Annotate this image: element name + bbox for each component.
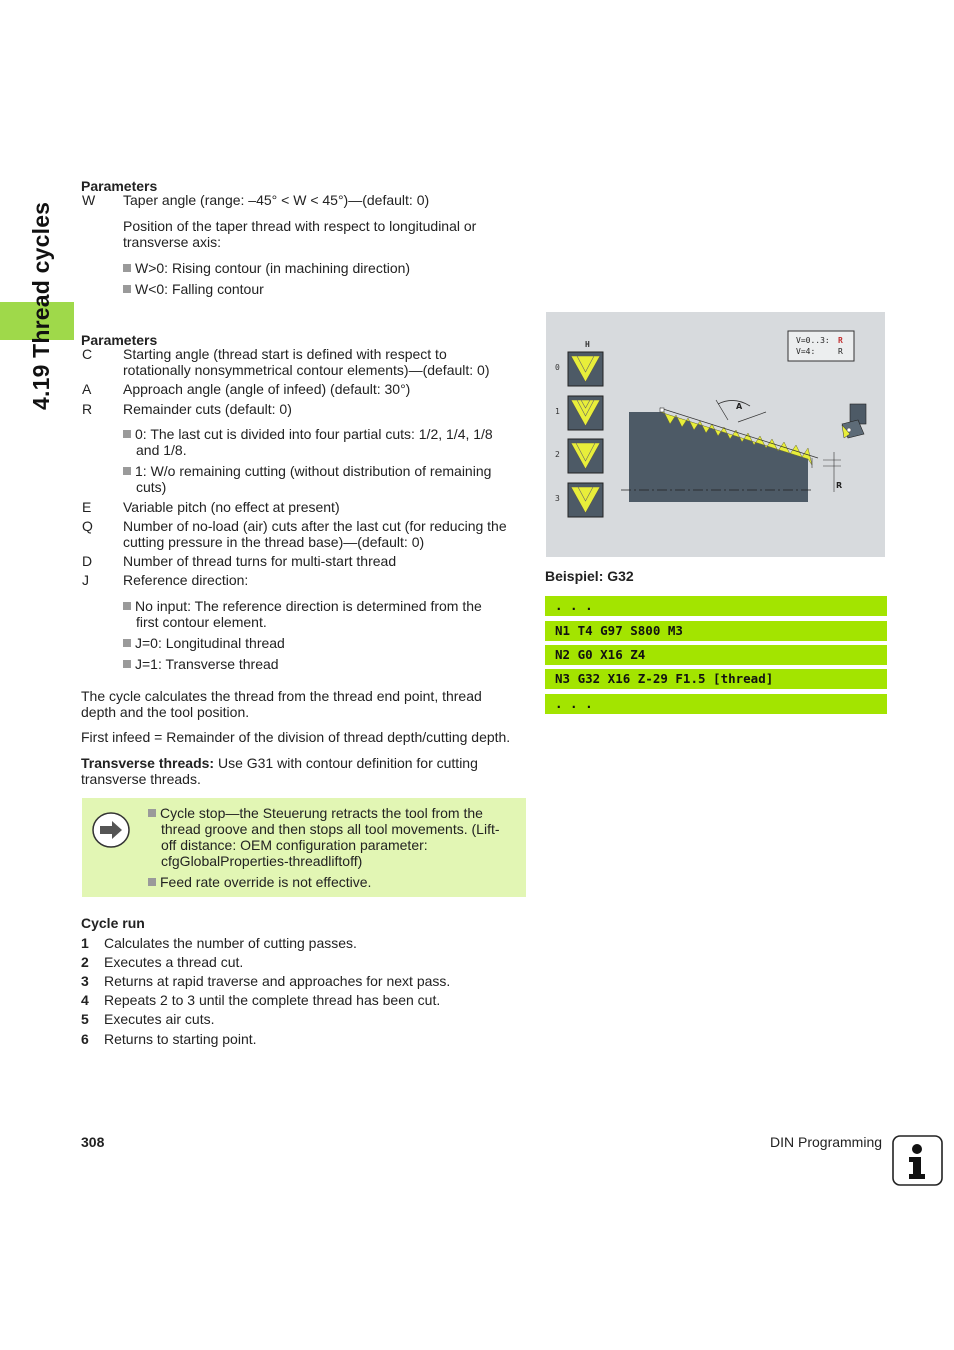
threading-tool-icon bbox=[842, 404, 866, 438]
param-text-e: Variable pitch (no effect at present) bbox=[123, 499, 340, 515]
bullet-j-none: No input: The reference direction is determined from the bbox=[123, 598, 482, 614]
step-text-1: Calculates the number of cutting passes. bbox=[104, 935, 357, 951]
workpiece-body bbox=[629, 412, 808, 502]
param-key-j: J bbox=[82, 572, 89, 588]
code-line-2: N1 T4 G97 S800 M3 bbox=[545, 621, 887, 641]
bullet-square-icon bbox=[123, 639, 131, 647]
bullet-square-icon bbox=[148, 809, 156, 817]
param-key-w: W bbox=[82, 192, 96, 208]
body-para-1-line1: The cycle calculates the thread from the thread end point, thread bbox=[81, 688, 482, 704]
bullet-j-1: J=1: Transverse thread bbox=[123, 656, 279, 672]
note-bullet-1: Cycle stop—the Steuerung retracts the tool from the bbox=[148, 805, 483, 821]
thread-profile-icon-0 bbox=[568, 352, 603, 386]
label-a: A bbox=[736, 402, 743, 411]
param-text-q-2: cutting pressure in the thread base)—(default: 0) bbox=[123, 534, 425, 550]
note-bullet-2: Feed rate override is not effective. bbox=[148, 874, 371, 890]
note-box bbox=[82, 798, 526, 897]
step-num-4: 4 bbox=[81, 992, 89, 1008]
param-key-q: Q bbox=[82, 518, 93, 534]
label-h: H bbox=[585, 340, 590, 349]
body-para-3-line1: Transverse threads: Use G31 with contour definition for cutting bbox=[81, 755, 478, 771]
start-point-marker bbox=[660, 408, 664, 412]
step-num-3: 3 bbox=[81, 973, 89, 989]
info-icon bbox=[892, 1135, 944, 1187]
bullet-r-1-line2: cuts) bbox=[136, 479, 167, 495]
thread-diagram-svg bbox=[546, 312, 885, 557]
chapter-title: 4.19 Thread cycles bbox=[28, 201, 54, 410]
param-key-r: R bbox=[82, 401, 93, 417]
param-key-c: C bbox=[82, 346, 93, 362]
thread-profile-icon-1 bbox=[568, 396, 603, 430]
thread-profile-icon-2 bbox=[568, 439, 603, 473]
bullet-square-icon bbox=[123, 467, 131, 475]
note-bullet-1-line3: off distance: OEM configuration parameter: bbox=[161, 837, 428, 853]
legend-r-2: R bbox=[838, 347, 843, 356]
code-line-3: N2 G0 X16 Z4 bbox=[545, 645, 887, 665]
legend-line-2: V=4: bbox=[796, 347, 816, 356]
bullet-j-none-line2: first contour element. bbox=[136, 614, 267, 630]
bullet-square-icon bbox=[123, 430, 131, 438]
bullet-square-icon bbox=[148, 878, 156, 886]
param-text-w: Taper angle (range: –45° < W < 45°)—(default: 0) bbox=[123, 192, 430, 208]
code-line-1: . . . bbox=[545, 596, 887, 616]
bullet-w-negative: W<0: Falling contour bbox=[123, 281, 264, 297]
label-r: R bbox=[836, 481, 843, 490]
note-bullet-1-line4: cfgGlobalProperties-threadliftoff) bbox=[161, 853, 363, 869]
bullet-square-icon bbox=[123, 660, 131, 668]
body-para-2: First infeed = Remainder of the division of thread depth/cutting depth. bbox=[81, 729, 511, 745]
step-num-6: 6 bbox=[81, 1031, 89, 1047]
param-key-a: A bbox=[82, 381, 92, 397]
thread-diagram bbox=[546, 312, 885, 557]
legend-line-1: V=0..3: bbox=[796, 336, 830, 345]
parameters-heading-1: Parameters bbox=[81, 178, 158, 194]
body-para-1-line2: depth and the tool position. bbox=[81, 704, 250, 720]
page-number: 308 bbox=[81, 1134, 105, 1150]
label-row-2: 2 bbox=[555, 450, 560, 459]
note-bullet-1-line2: thread groove and then stops all tool movements. (Lift- bbox=[161, 821, 500, 837]
step-num-1: 1 bbox=[81, 935, 89, 951]
param-text-a: Approach angle (angle of infeed) (default: 30°) bbox=[123, 381, 411, 397]
param-key-d: D bbox=[82, 553, 93, 569]
bullet-square-icon bbox=[123, 602, 131, 610]
bullet-r-0: 0: The last cut is divided into four partial cuts: 1/2, 1/4, 1/8 bbox=[123, 426, 493, 442]
param-text-d: Number of thread turns for multi-start thread bbox=[123, 553, 397, 569]
thread-profile-icon-3 bbox=[568, 483, 603, 517]
taper-description-line2: transverse axis: bbox=[123, 234, 222, 250]
step-text-6: Returns to starting point. bbox=[104, 1031, 257, 1047]
label-row-0: 0 bbox=[555, 363, 560, 372]
param-text-r: Remainder cuts (default: 0) bbox=[123, 401, 292, 417]
cycle-run-heading: Cycle run bbox=[81, 915, 145, 931]
step-num-5: 5 bbox=[81, 1011, 89, 1027]
param-text-q-1: Number of no-load (air) cuts after the last cut (for reducing the bbox=[123, 518, 507, 534]
arrow-right-icon bbox=[91, 811, 131, 849]
bullet-square-icon bbox=[123, 264, 131, 272]
footer-section: DIN Programming bbox=[770, 1134, 883, 1150]
step-num-2: 2 bbox=[81, 954, 89, 970]
step-text-5: Executes air cuts. bbox=[104, 1011, 215, 1027]
label-row-1: 1 bbox=[555, 407, 560, 416]
code-line-4: N3 G32 X16 Z-29 F1.5 [thread] bbox=[545, 669, 887, 689]
step-text-3: Returns at rapid traverse and approaches for next pass. bbox=[104, 973, 451, 989]
bullet-square-icon bbox=[123, 285, 131, 293]
angle-arc bbox=[718, 400, 750, 406]
param-text-c-2: rotationally nonsymmetrical contour elements)—(default: 0) bbox=[123, 362, 490, 378]
example-title: Beispiel: G32 bbox=[545, 568, 634, 584]
label-row-3: 3 bbox=[555, 494, 560, 503]
bullet-j-0: J=0: Longitudinal thread bbox=[123, 635, 285, 651]
legend-r-1: R bbox=[838, 336, 843, 345]
step-text-2: Executes a thread cut. bbox=[104, 954, 244, 970]
param-text-c-1: Starting angle (thread start is defined with respect to bbox=[123, 346, 447, 362]
bullet-r-1: 1: W/o remaining cutting (without distribution of remaining bbox=[123, 463, 491, 479]
param-text-j: Reference direction: bbox=[123, 572, 249, 588]
parameters-heading-2: Parameters bbox=[81, 332, 158, 348]
step-text-4: Repeats 2 to 3 until the complete thread has been cut. bbox=[104, 992, 441, 1008]
code-line-5: . . . bbox=[545, 694, 887, 714]
bullet-r-0-line2: and 1/8. bbox=[136, 442, 187, 458]
bullet-w-positive: W>0: Rising contour (in machining direction) bbox=[123, 260, 410, 276]
taper-description-line1: Position of the taper thread with respect to longitudinal or bbox=[123, 218, 477, 234]
body-para-3-line2: transverse threads. bbox=[81, 771, 201, 787]
param-key-e: E bbox=[82, 499, 92, 515]
